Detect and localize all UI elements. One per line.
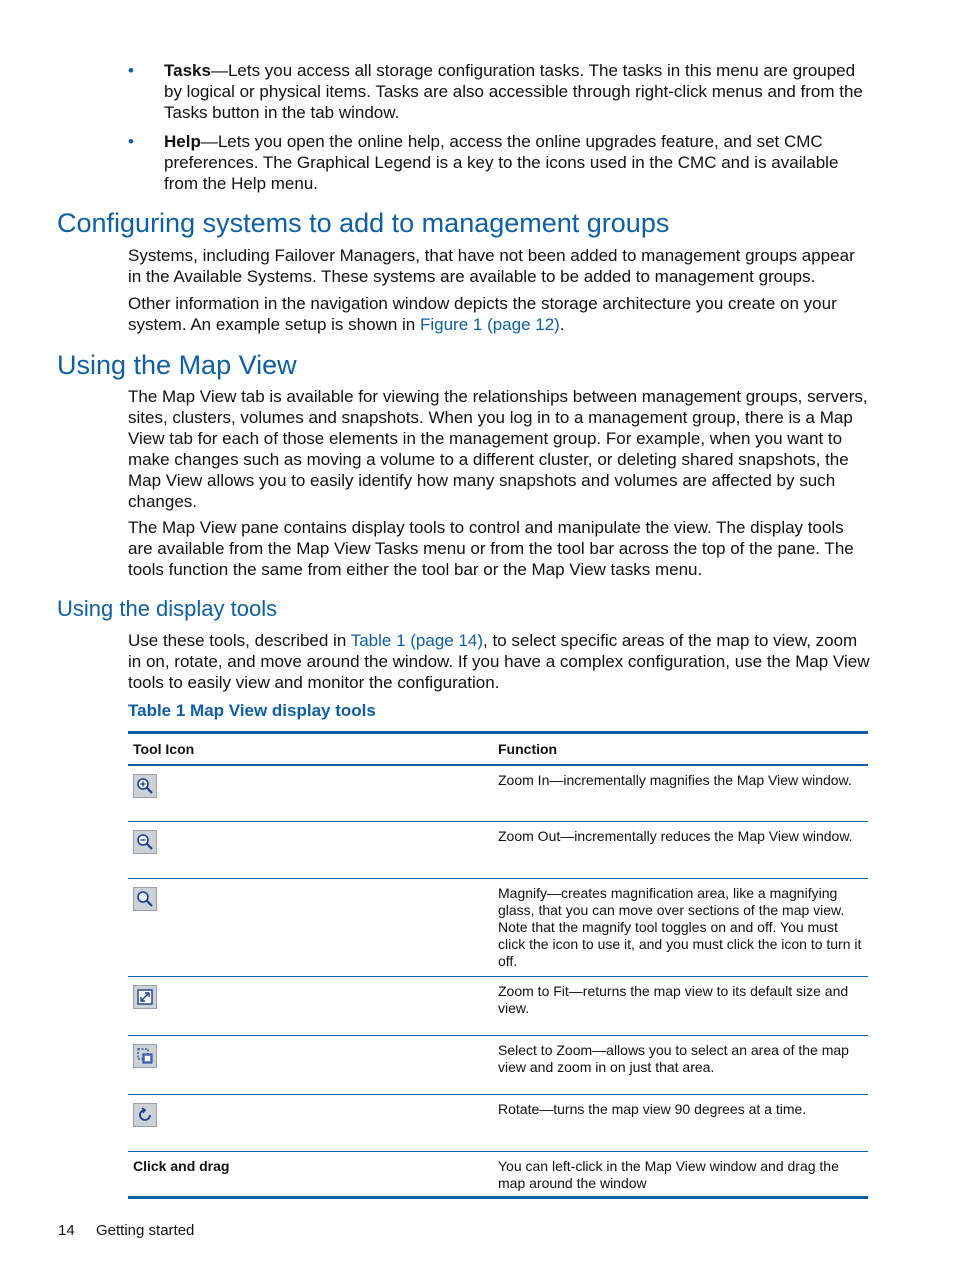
tool-function: Zoom In—incrementally magnifies the Map View window.: [498, 772, 852, 788]
select-to-zoom-icon: [133, 1044, 157, 1068]
tool-function: Zoom to Fit—returns the map view to its default size and view.: [498, 983, 849, 1016]
zoom-to-fit-icon: [133, 985, 157, 1009]
table-row: [128, 879, 868, 977]
table-row: [128, 1152, 868, 1196]
page-number: 14: [58, 1222, 75, 1239]
table-caption: Table 1 Map View display tools: [128, 701, 376, 720]
paragraph-text: , to select specific areas of the map to view, zoom in on, rotate, and move around the window. If you have a complex configuration, use the Map View tools to easily view and monitor the configuration.: [128, 631, 870, 692]
table-row: [128, 822, 868, 879]
tool-function: Select to Zoom—allows you to select an area of the map view and zoom in on just that area.: [498, 1042, 849, 1075]
paragraph-text: Other information in the navigation window depicts the storage architecture you create on your system. An example setup is shown in: [128, 294, 837, 334]
bullet-icon: •: [128, 132, 134, 151]
bullet-term: Help: [164, 132, 201, 151]
list-item: [128, 131, 868, 194]
section-heading-configuring: Configuring systems to add to management groups: [57, 208, 670, 238]
paragraph: [128, 293, 870, 335]
tool-function: Zoom Out—incrementally reduces the Map View window.: [498, 828, 853, 844]
table-row: [128, 977, 868, 1036]
magnify-icon: [133, 887, 157, 911]
figure-link[interactable]: Figure 1 (page 12): [419, 315, 560, 334]
zoom-in-icon: [133, 774, 157, 798]
paragraph: The Map View tab is available for viewing the relationships between management groups, servers, sites, clusters, volumes and snapshots. When you log in to a management group, there is a Map View tab for each of those elements in the management group. For example, when you want to make changes such as moving a volume to a different cluster, or deleting shared snapshots, the Map View allows you to easily identify how many snapshots and volumes are affected by such changes.: [128, 387, 868, 511]
rotate-icon: [133, 1103, 157, 1127]
table-row: [128, 1095, 868, 1152]
paragraph: [128, 630, 870, 693]
zoom-out-icon: [133, 830, 157, 854]
paragraph-text: .: [559, 315, 565, 334]
table-row: [128, 766, 868, 822]
map-view-tools-table: [128, 731, 868, 1199]
tool-function: You can left-click in the Map View window and drag the map around the window: [498, 1158, 839, 1191]
paragraph: Systems, including Failover Managers, that have not been added to management groups appear in the Available Systems. These systems are available to be added to management groups.: [128, 246, 855, 286]
paragraph-text: Use these tools, described in: [128, 631, 351, 650]
click-and-drag-label: Click and drag: [133, 1158, 230, 1174]
subsection-heading-display-tools: Using the display tools: [57, 596, 278, 621]
footer-title: Getting started: [96, 1222, 195, 1239]
table-header-tool-icon: Tool Icon: [133, 741, 195, 757]
bullet-text: —Lets you access all storage configuration tasks. The tasks in this menu are grouped by logical or physical items. Tasks are also accessible through right-click menus and from the Tasks button in the tab window.: [164, 61, 863, 122]
tool-function: Rotate—turns the map view 90 degrees at a time.: [498, 1101, 807, 1117]
tool-function: Magnify—creates magnification area, like a magnifying glass, that you can move over sections of the map view. Note that the magnify tool toggles on and off. You must click the icon to use it, and you must click the icon to turn it off.: [498, 885, 862, 969]
table-header-function: Function: [498, 741, 558, 757]
table-row: [128, 1036, 868, 1095]
list-item: [128, 60, 868, 123]
section-heading-map-view: Using the Map View: [57, 350, 297, 380]
bullet-icon: •: [128, 61, 134, 80]
paragraph: The Map View pane contains display tools to control and manipulate the view. The display tools are available from the Map View Tasks menu or from the tool bar across the top of the pane. The tools function the same from either the tool bar or the Map View tasks menu.: [128, 518, 854, 579]
table-link[interactable]: Table 1 (page 14): [350, 631, 484, 650]
bullet-term: Tasks: [164, 61, 211, 80]
menu-bullet-list: [128, 60, 868, 202]
table-header-row: [128, 734, 868, 766]
bullet-text: —Lets you open the online help, access the online upgrades feature, and set CMC preferences. The Graphical Legend is a key to the icons used in the CMC and is available from the Help menu.: [164, 132, 839, 193]
